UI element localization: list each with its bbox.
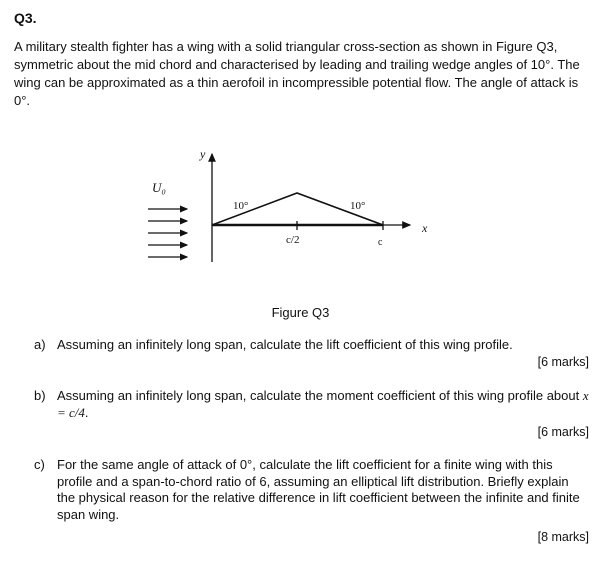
part-c-label: c) <box>34 457 45 472</box>
mid-chord-label: c/2 <box>286 234 300 246</box>
part-b-text-end: . <box>84 404 89 420</box>
y-axis-label: y <box>200 147 206 161</box>
part-a-text: Assuming an infinitely long span, calculate the lift coefficient of this wing profile. <box>57 337 513 352</box>
figure-q3-diagram <box>140 146 450 268</box>
part-b-label: b) <box>34 388 46 403</box>
part-a-label: a) <box>34 337 46 352</box>
part-b-math: x = c/4 <box>57 388 589 420</box>
part-b-marks: [6 marks] <box>537 425 589 439</box>
part-c-text: For the same angle of attack of 0°, calculate the lift coefficient for a finite wing with this profile and a span-to-chord ratio of 6, assuming an elliptical lift distribution. Briefly explain the physical reason for the relative difference in lift coefficient between the infinite and finite span wing. <box>57 457 580 522</box>
freestream-label: U₀ <box>152 180 166 195</box>
trailing-edge-angle-label: 10° <box>350 200 366 212</box>
part-a-marks: [6 marks] <box>537 355 589 369</box>
part-a <box>34 337 584 354</box>
question-number: Q3. <box>14 10 37 26</box>
figure-caption: Figure Q3 <box>271 305 330 320</box>
part-c-marks: [8 marks] <box>537 530 589 544</box>
freestream-arrows <box>148 209 187 257</box>
question-intro: A military stealth fighter has a wing with a solid triangular cross-section as shown in Figure Q3, symmetric about the mid chord and characterised by leading and trailing wedge angles of 10°. The wing can be approximated as a thin aerofoil in incompressible potential flow. The angle of attack is 0°. <box>14 39 580 108</box>
part-b-text <box>57 388 589 421</box>
chord-label: c <box>378 237 383 248</box>
part-b-text-main: Assuming an infinitely long span, calculate the moment coefficient of this wing profile about <box>57 388 583 403</box>
part-b <box>34 388 589 421</box>
leading-edge-angle-label: 10° <box>233 200 249 212</box>
x-axis-label: x <box>422 221 428 235</box>
part-c <box>34 457 589 523</box>
